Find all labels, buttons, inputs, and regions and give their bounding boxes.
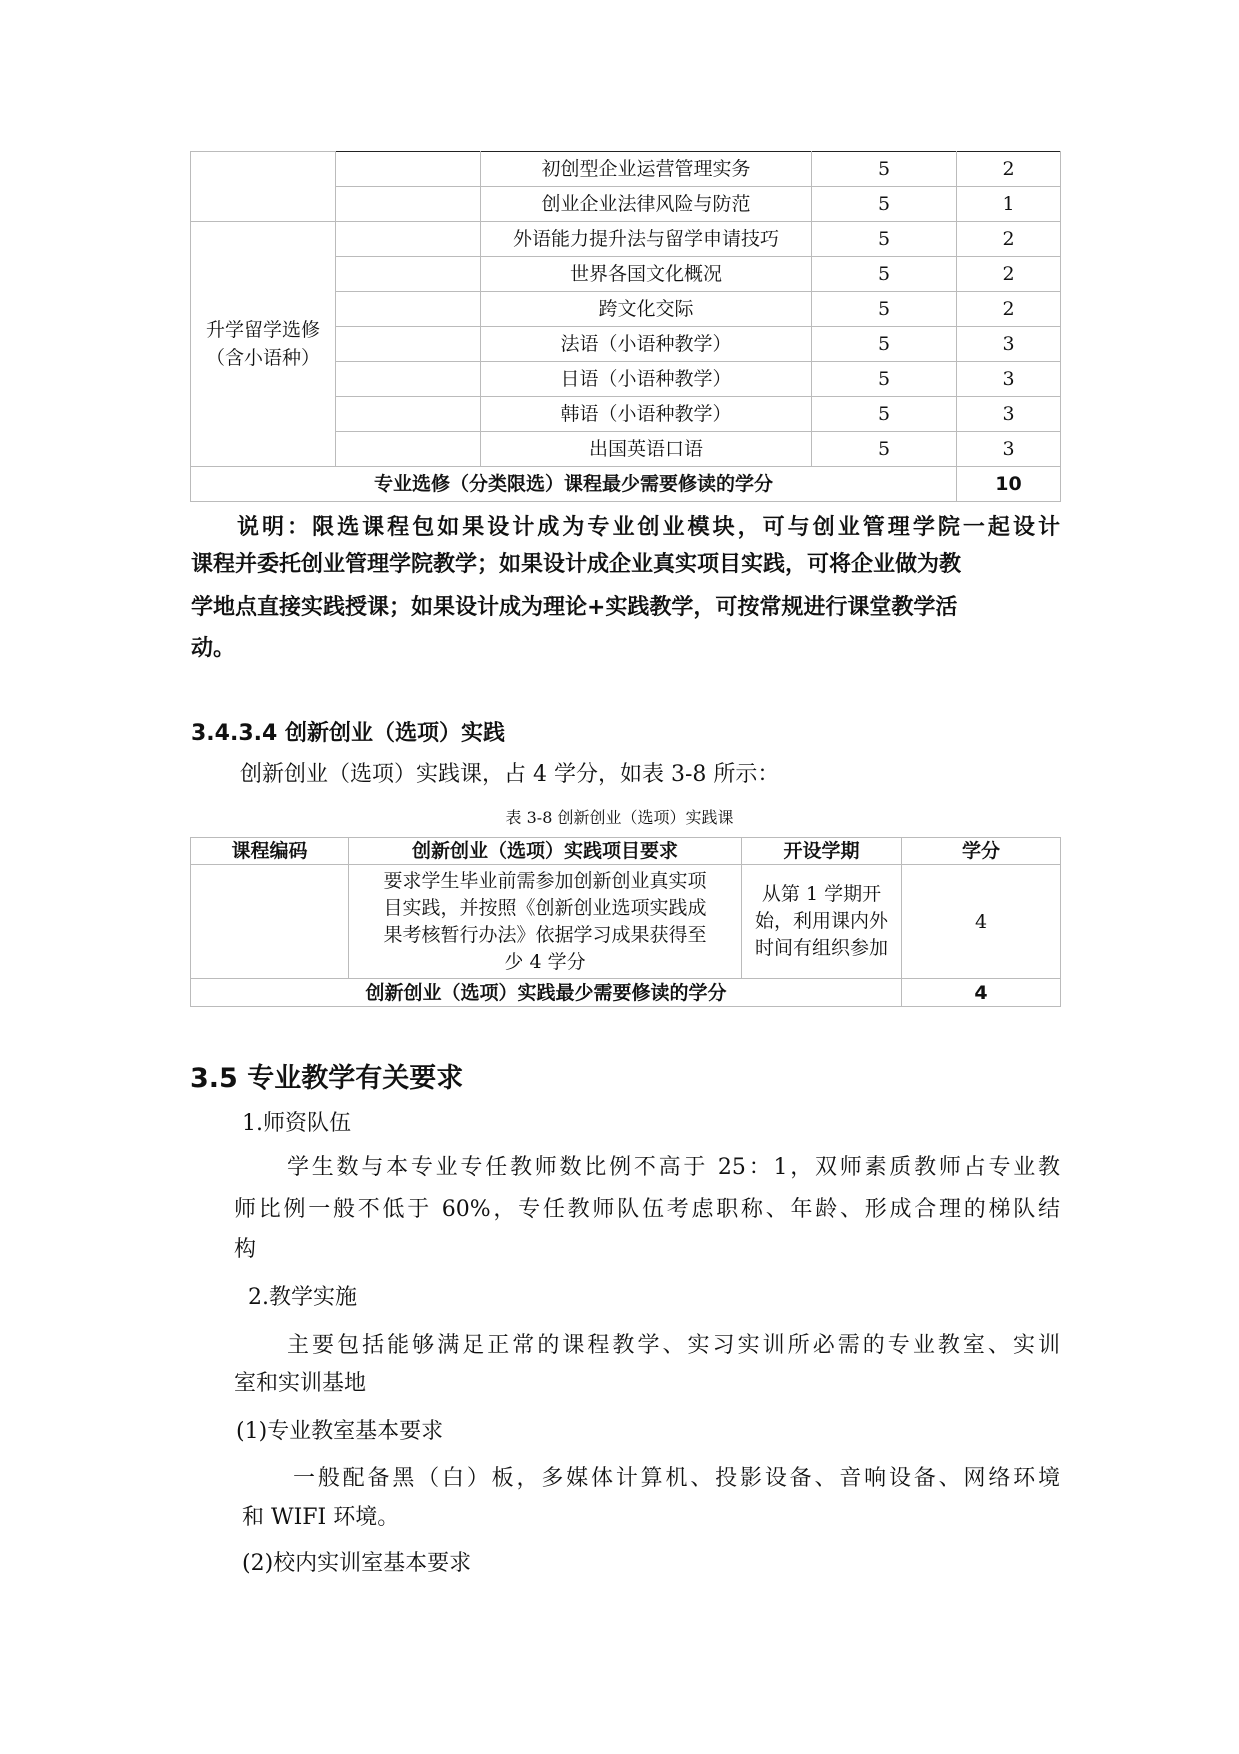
group-label: （含小语种） (205, 347, 320, 369)
course-code-cell (336, 222, 481, 257)
sub-heading: (2)校内实训室基本要求 (242, 1551, 472, 1576)
requirement-line: 果考核暂行办法》依据学习成果获得至 (383, 923, 707, 946)
summary-row (191, 467, 1061, 502)
summary-label: 创新创业（选项）实践最少需要修读的学分 (191, 979, 902, 1007)
credits-cell: 2 (957, 152, 1061, 187)
course-code-cell (336, 432, 481, 467)
credits-cell: 2 (957, 257, 1061, 292)
semester-line: 时间有组织参加 (754, 937, 888, 959)
course-name-cell: 跨文化交际 (481, 292, 812, 327)
course-name-cell: 韩语（小语种教学） (481, 397, 812, 432)
group-cell (191, 152, 336, 222)
paragraph-line: 构 (234, 1237, 257, 1262)
semester-line: 从第 1 学期开 (761, 883, 882, 905)
paragraph-line: 师比例一般不低于 60%，专任教师队伍考虑职称、年龄、形成合理的梯队结 (234, 1197, 1060, 1222)
summary-label: 专业选修（分类限选）课程最少需要修读的学分 (191, 467, 957, 502)
requirement-line: 目实践，并按照《创新创业选项实践成 (383, 896, 707, 919)
summary-value: 10 (957, 467, 1061, 502)
semester-cell (742, 865, 902, 979)
credits-cell: 1 (957, 187, 1061, 222)
paragraph-line: 学生数与本专业专任教师数比例不高于 25：1，双师素质教师占专业教 (287, 1155, 1060, 1180)
paragraph-line: 和 WIFI 环境。 (242, 1505, 400, 1530)
course-name-cell: 创业企业法律风险与防范 (481, 187, 812, 222)
course-code-cell (336, 187, 481, 222)
elective-course-table (190, 151, 1061, 502)
semester-cell: 5 (812, 222, 957, 257)
credits-cell: 3 (957, 397, 1061, 432)
table-caption: 表 3-8 创新创业（选项）实践课 (505, 808, 734, 827)
semester-line: 始，利用课内外 (754, 910, 888, 932)
group-label: 升学留学选修 (205, 319, 320, 341)
sub-heading: (1)专业教室基本要求 (236, 1419, 444, 1444)
summary-value: 4 (902, 979, 1061, 1007)
course-code-cell (336, 327, 481, 362)
course-code-cell (336, 257, 481, 292)
paragraph-line: 主要包括能够满足正常的课程教学、实习实训所必需的专业教室、实训 (287, 1333, 1060, 1358)
paragraph-line: 室和实训基地 (234, 1371, 367, 1396)
course-name-cell: 法语（小语种教学） (481, 327, 812, 362)
semester-cell: 5 (812, 397, 957, 432)
semester-cell: 5 (812, 362, 957, 397)
semester-cell: 5 (812, 292, 957, 327)
header-cell: 学分 (902, 838, 1061, 865)
course-code-cell (336, 362, 481, 397)
header-cell: 创新创业（选项）实践项目要求 (349, 838, 742, 865)
course-name-cell: 初创型企业运营管理实务 (481, 152, 812, 187)
semester-cell: 5 (812, 327, 957, 362)
group-cell (191, 222, 336, 467)
item-heading: 2.教学实施 (248, 1285, 357, 1310)
item-heading: 1.师资队伍 (242, 1111, 351, 1136)
credits-cell: 3 (957, 362, 1061, 397)
course-name-cell: 日语（小语种教学） (481, 362, 812, 397)
section-heading-35: 3.5 专业教学有关要求 (190, 1063, 464, 1094)
requirement-line: 要求学生毕业前需参加创新创业真实项 (383, 869, 707, 892)
semester-cell: 5 (812, 187, 957, 222)
requirement-cell (349, 865, 742, 979)
credits-cell: 4 (902, 865, 1061, 979)
table-row (191, 222, 1061, 257)
credits-cell: 3 (957, 432, 1061, 467)
semester-cell: 5 (812, 152, 957, 187)
semester-cell: 5 (812, 432, 957, 467)
note-line: 学地点直接实践授课；如果设计成为理论+实践教学，可按常规进行课堂教学活 (191, 595, 958, 620)
practice-table (190, 837, 1061, 1007)
header-cell: 课程编码 (191, 838, 349, 865)
note-line: 说明：限选课程包如果设计成为专业创业模块，可与创业管理学院一起设计 (237, 515, 1060, 540)
section-intro: 创新创业（选项）实践课，占 4 学分，如表 3-8 所示： (240, 762, 780, 787)
course-code-cell (336, 397, 481, 432)
note-line: 动。 (191, 636, 236, 661)
credits-cell: 2 (957, 222, 1061, 257)
credits-cell: 3 (957, 327, 1061, 362)
note-line: 课程并委托创业管理学院教学；如果设计成企业真实项目实践，可将企业做为教 (191, 552, 962, 577)
course-code-cell (336, 292, 481, 327)
header-cell: 开设学期 (742, 838, 902, 865)
paragraph-line: 一般配备黑（白）板，多媒体计算机、投影设备、音响设备、网络环境 (293, 1466, 1060, 1491)
course-name-cell: 世界各国文化概况 (481, 257, 812, 292)
table-row (191, 152, 1061, 187)
course-code-cell (191, 865, 349, 979)
section-heading-3434: 3.4.3.4 创新创业（选项）实践 (191, 721, 505, 746)
course-code-cell (336, 152, 481, 187)
semester-cell: 5 (812, 257, 957, 292)
course-name-cell: 外语能力提升法与留学申请技巧 (481, 222, 812, 257)
credits-cell: 2 (957, 292, 1061, 327)
course-name-cell: 出国英语口语 (481, 432, 812, 467)
requirement-line: 少 4 学分 (504, 950, 586, 973)
